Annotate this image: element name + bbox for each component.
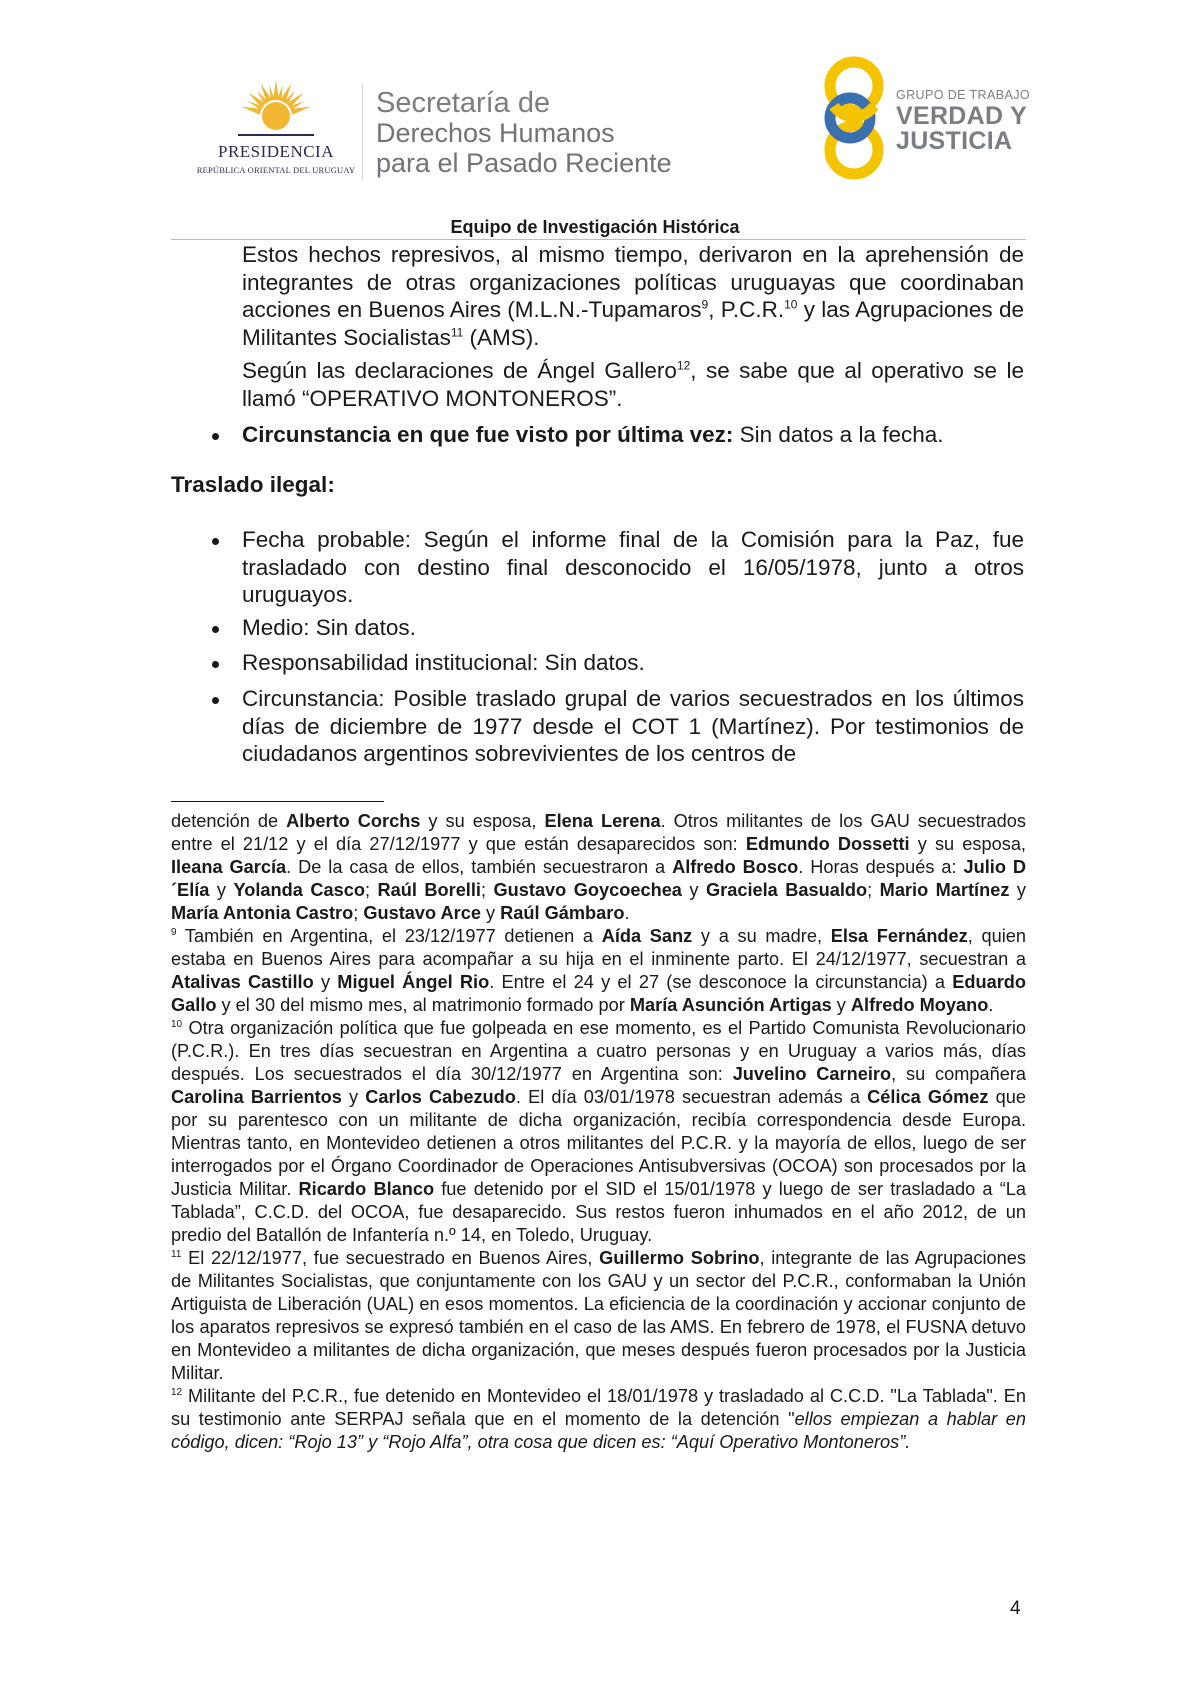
- bold-name: Elena Lerena: [544, 811, 661, 831]
- footnote-text: y: [341, 1087, 366, 1107]
- bold-name: Miguel Ángel Rio: [337, 972, 490, 992]
- p1-end: (AMS).: [463, 324, 540, 350]
- secretaria-line-3: para el Pasado Reciente: [376, 148, 672, 178]
- bold-name: Ileana García: [171, 857, 287, 877]
- footnote-text: Otra organización política que fue golpeada en ese momento, es el Partido Comunista Revolucionario (P.C.R.). En tres días secuestran en Argentina a cuatro personas y en Uruguay a varios más, días después. Los secuestrados el día 30/12/1977 en Argentina son:: [171, 1018, 1026, 1084]
- bold-name: Carolina Barrientos: [171, 1087, 342, 1107]
- bullet-circunstancia: Circunstancia: Posible traslado grupal de varios secuestrados en los últimos días de diciembre de 1977 desde el COT 1 (Martínez). Por testimonios de ciudadanos argentinos sobrevivientes de los centros de: [242, 686, 1024, 766]
- footnote-number: 12: [171, 1386, 183, 1398]
- bullet-dot: [210, 433, 222, 445]
- bullet-fecha-probable: Fecha probable: Según el informe final de la Comisión para la Paz, fue trasladado con destino final desconocido el 16/05/1978, junto a otros uruguayos.: [242, 527, 1024, 607]
- bold-name: Carlos Cabezudo: [365, 1087, 516, 1107]
- section-heading-traslado: Traslado ilegal:: [171, 472, 335, 497]
- bullet-ultima-vez-value: Sin datos a la fecha.: [733, 422, 944, 447]
- presidencia-logo: [196, 78, 356, 186]
- footnote-number: 9: [171, 926, 177, 938]
- secretaria-line-1: Secretaría de: [376, 87, 551, 119]
- p2-text: Según las declaraciones de Ángel Gallero: [242, 358, 677, 383]
- footnote-text: . El día 03/01/1978 secuestran además a: [515, 1087, 868, 1107]
- bold-name: Alberto Corchs: [286, 811, 421, 831]
- bold-name: Célica Gómez: [867, 1087, 989, 1107]
- bold-name: Elsa Fernández: [830, 926, 968, 946]
- bold-name: Raúl Gámbaro: [500, 903, 625, 923]
- footnote-text: , integrante de las Agrupaciones de Militantes Socialistas, que conjuntamente con los GAU y un sector del P.C.R., conformaban la Unión Artiguista de Liberación (UAL) en esos momentos. La eficiencia de la coordinación y accionar conjunto de los aparatos represivos se expresó también en el caso de las AMS. En febrero de 1978, el FUSNA detuvo en Montevideo a militantes de dicha organización, que meses después fueron procesados por la Justicia Militar.: [171, 1248, 1026, 1383]
- bullet-dot: [210, 538, 222, 550]
- italic-quote: ellos empiezan a hablar en código, dicen: “Rojo 13” y “Rojo Alfa”, otra cosa que dicen es: “Aquí Operativo Montoneros”.: [171, 1409, 1026, 1452]
- logo-divider: [362, 84, 363, 180]
- page-number: 4: [1010, 1598, 1021, 1619]
- paragraph-gallero: [242, 357, 1024, 412]
- footnote-9: [171, 925, 1026, 1017]
- sun-emblem-icon: [234, 78, 318, 144]
- bullet-dot: [210, 661, 222, 673]
- footnote-text: detención de: [171, 811, 287, 831]
- footnote-text: y: [313, 972, 338, 992]
- footnote-text: , quien estaba en Buenos Aires para acompañar a su hija en el inminente parto. El 24/12/1977, secuestran a: [171, 926, 1026, 969]
- gtvj-line-1: VERDAD Y: [896, 102, 1028, 130]
- bold-name: Ricardo Blanco: [298, 1179, 435, 1199]
- secretaria-title: [376, 88, 672, 178]
- footnote-text: ;: [364, 880, 378, 900]
- bullet-ultima-vez: [242, 421, 1024, 449]
- p1-mid: , P.C.R.: [708, 297, 785, 322]
- footnote-text: y a su madre,: [692, 926, 831, 946]
- footnote-12: [171, 1385, 1026, 1454]
- footnote-8-continuation: [171, 810, 1026, 925]
- footnote-number: 10: [171, 1018, 183, 1030]
- footnote-text: . Otros militantes de los GAU secuestrados entre el 21/12 y el día 27/12/1977 y que están desaparecidos son:: [171, 811, 1026, 854]
- footnote-text: y: [480, 903, 501, 923]
- bullet-medio: Medio: Sin datos.: [242, 615, 416, 640]
- footnotes: [171, 810, 1026, 1454]
- gtvj-title: [896, 104, 1027, 154]
- footnote-ref-10[interactable]: 10: [784, 297, 798, 312]
- footnote-text: y el 30 del mismo mes, al matrimonio formado por: [216, 995, 630, 1015]
- bold-name: María Asunción Artigas: [629, 995, 832, 1015]
- bold-name: Gustavo Goycoechea: [493, 880, 682, 900]
- footnote-text: El 22/12/1977, fue secuestrado en Buenos Aires,: [181, 1248, 600, 1268]
- p2-end: , se sabe que al operativo se le llamó “OPERATIVO MONTONEROS”.: [242, 358, 1024, 411]
- footnote-text: y: [831, 995, 851, 1015]
- footnote-10: [171, 1017, 1026, 1247]
- footnote-text: y su esposa,: [909, 834, 1026, 854]
- footnote-text: . Horas después a:: [798, 857, 964, 877]
- paragraph-aprehension: [242, 241, 1024, 351]
- bold-name: Juvelino Carneiro: [732, 1064, 892, 1084]
- bold-name: María Antonia Castro: [171, 903, 354, 923]
- bullet-responsabilidad: Responsabilidad institucional: Sin datos.: [242, 650, 645, 675]
- bold-name: Alfredo Bosco: [672, 857, 799, 877]
- bold-name: Gustavo Arce: [363, 903, 481, 923]
- footnote-11: [171, 1247, 1026, 1385]
- bold-name: Graciela Basualdo: [706, 880, 868, 900]
- footnote-text: ;: [353, 903, 364, 923]
- footnote-text: y: [681, 880, 706, 900]
- bold-name: Mario Martínez: [879, 880, 1010, 900]
- footnote-ref-9[interactable]: 9: [701, 297, 709, 312]
- gtvj-line-2: JUSTICIA: [896, 127, 1013, 155]
- bold-name: Raúl Borelli: [377, 880, 481, 900]
- footnote-ref-12[interactable]: 12: [676, 358, 691, 373]
- footnote-text: .: [624, 903, 630, 923]
- footnote-text: , su compañera: [891, 1064, 1026, 1084]
- footnote-number: 11: [171, 1248, 182, 1260]
- gtvj-small-label: GRUPO DE TRABAJO: [896, 88, 1030, 102]
- bold-name: Aída Sanz: [601, 926, 693, 946]
- bullet-dot: [210, 697, 222, 709]
- footnote-text: .: [988, 995, 994, 1015]
- bold-name: Yolanda Casco: [233, 880, 365, 900]
- footnote-text: fue detenido por el SID el 15/01/1978 y luego de ser trasladado a “La Tablada”, C.C.D. del OCOA, fue desaparecido. Sus restos fueron inhumados en el año 2012, de un predio del Batallón de Infantería n.º 14, en Toledo, Uruguay.: [171, 1179, 1026, 1245]
- footnote-text: que por su parentesco con un militante de dicha organización, recibía correspondencia desde Europa. Mientras tanto, en Montevideo detienen a otros militantes del P.C.R. y la mayoría de ellos, luego de ser interrogados por el Órgano Coordinador de Operaciones Antisubversivas (OCOA) son procesados por la Justicia Militar.: [171, 1087, 1026, 1199]
- footnote-text: También en Argentina, el 23/12/1977 detienen a: [176, 926, 602, 946]
- footnote-text: ;: [480, 880, 494, 900]
- team-title: Equipo de Investigación Histórica: [450, 217, 740, 237]
- p1-text: Estos hechos represivos, al mismo tiempo, derivaron en la aprehensión de integrantes de otras organizaciones políticas uruguayas que coordinaban acciones en Buenos Aires (M.L.N.-Tupamaros: [242, 242, 1024, 322]
- bold-name: Julio D´Elía: [171, 857, 1026, 900]
- footnote-ref-11[interactable]: 11: [450, 325, 464, 339]
- footnote-text: Militante del P.C.R., fue detenido en Montevideo el 18/01/1978 y trasladado al C.C.D. "La Tablada". En su testimonio ante SERPAJ señala que en el momento de la detención ": [171, 1386, 1026, 1429]
- verdad-justicia-logo: [820, 56, 1030, 180]
- footnote-text: . Entre el 24 y el 27 (se desconoce la circunstancia) a: [489, 972, 953, 992]
- footnote-separator: [171, 801, 384, 802]
- footnote-text: . De la casa de ellos, también secuestraron a: [286, 857, 673, 877]
- footnote-text: y: [209, 880, 234, 900]
- presidencia-word: PRESIDENCIA: [217, 142, 334, 161]
- footnote-text: y: [1009, 880, 1027, 900]
- bold-name: Guillermo Sobrino: [599, 1248, 760, 1268]
- bullet-ultima-vez-label: Circunstancia en que fue visto por última vez:: [242, 422, 734, 447]
- footnote-text: ;: [867, 880, 880, 900]
- linked-rings-icon: [820, 56, 896, 180]
- bold-name: Atalivas Castillo: [171, 972, 314, 992]
- bold-name: Edmundo Dossetti: [745, 834, 910, 854]
- header-rule: [171, 239, 1026, 240]
- bullet-dot: [210, 626, 222, 638]
- secretaria-line-2: Derechos Humanos: [376, 118, 615, 148]
- bold-name: Eduardo Gallo: [171, 972, 1026, 1015]
- footnote-text: y su esposa,: [420, 811, 545, 831]
- presidencia-subtitle: REPÚBLICA ORIENTAL DEL URUGUAY: [196, 165, 356, 175]
- bold-name: Alfredo Moyano: [850, 995, 989, 1015]
- p1-tail: y las Agrupaciones de Militantes Socialistas: [242, 297, 1024, 350]
